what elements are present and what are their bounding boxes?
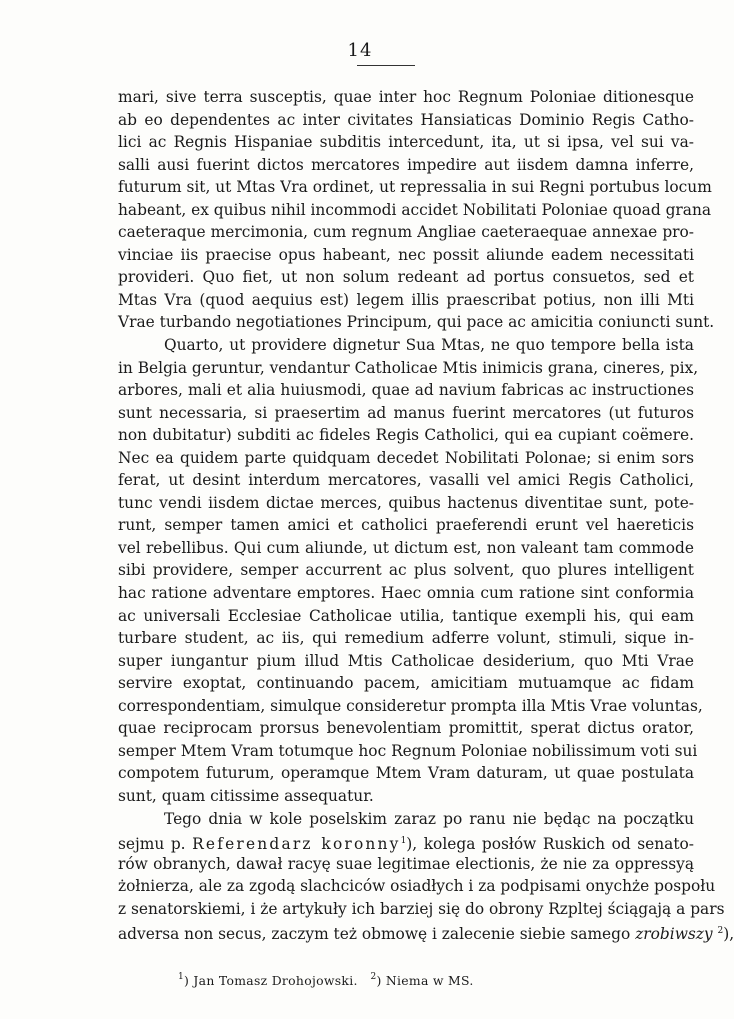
footnote-marker: 1 (178, 972, 185, 982)
text-line (118, 830, 694, 853)
text-line: sunt, quam citissime assequatur. (118, 786, 374, 805)
text-line: habeant, ex quibus nihil incommodi accidet Nobilitati Poloniae quoad grana (118, 200, 712, 219)
text-line: mari, sive terra susceptis, quae inter hoc Regnum Poloniae ditionesque (118, 88, 694, 106)
paragraph (118, 334, 703, 807)
text-span: ), kolega posłów Ruskich od senato- (406, 835, 694, 854)
text-line: sibi providere, semper accurrent ac plus solvent, quo plures intelligent (118, 561, 694, 580)
text-line: futurum sit, ut Mtas Vra ordinet, ut repressalia in sui Regni portubus locum (118, 178, 712, 197)
text-line: vel rebellibus. Qui cum aliunde, ut dictum est, non valeant tam commode (118, 538, 694, 557)
footnote-marker: 2 (717, 926, 724, 937)
text-line: turbare student, ac iis, qui remedium adferre volunt, stimuli, sique in- (118, 629, 694, 648)
text-line: ferat, ut desint interdum mercatores, vasalli vel amici Regis Catholici, (118, 471, 694, 490)
text-line: compotem futurum, operamque Mtem Vram daturam, ut quae postulata (118, 764, 694, 783)
text-line: ab eo dependentes ac inter civitates Hansiaticas Dominio Regis Catho- (118, 110, 694, 129)
text-line: sunt necessaria, si praesertim ad manus fuerint mercatores (ut futuros (118, 403, 694, 422)
text-line: żołnierza, ale za zgodą slachciców osiadłych i za podpisami onychże pospołu (118, 877, 716, 896)
text-span: adversa non secus, zaczym też obmowę i zalecenie siebie samego (118, 925, 631, 944)
footnote-2: ) Niema w MS. (376, 973, 474, 988)
text-line: vinciae iis praecise opus habeant, nec possit aliunde eadem necessitati (118, 245, 694, 264)
text-line: Vrae turbando negotiationes Principum, qui pace ac amicitia coniuncti sunt. (118, 313, 715, 332)
text-line: servire exoptat, continuando pacem, amicitiam mutuamque ac fidam (118, 674, 694, 693)
text-line: arbores, mali et alia huiusmodi, quae ad navium fabricas ac instructiones (118, 381, 694, 400)
text-line: tunc vendi iisdem dictae merces, quibus hactenus diventitae sunt, pote- (118, 493, 694, 512)
italic-word: zrobiwszy (635, 925, 713, 944)
footnotes (178, 972, 474, 988)
text-line: quae reciprocam prorsus benevolentiam promittit, sperat dictus orator, (118, 719, 694, 738)
text-line: runt, semper tamen amici et catholici praeferendi erunt vel haereticis (118, 516, 694, 535)
text-line: z senatorskiemi, i że artykuły ich barziej się do obrony Rzpltej ściągają a pars (118, 899, 725, 918)
text-line: ac universali Ecclesiae Catholicae utilia, tantique exempli his, qui eam (118, 606, 694, 625)
text-span: sejmu p. (118, 835, 186, 854)
polish-paragraph (118, 808, 734, 944)
text-line: hac ratione adventare emptores. Haec omnia cum ratione sint conformia (118, 584, 694, 603)
text-span: ), (723, 925, 734, 944)
text-line: correspondentiam, simulque consideretur prompta illa Mtis Vrae voluntas, (118, 696, 703, 715)
footnote-marker: 1 (400, 836, 407, 847)
text-line: salli ausi fuerint dictos mercatores impedire aut iisdem damna inferre, (118, 155, 694, 174)
referendarz-name: Referendarz koronny (192, 835, 401, 854)
text-line: lici ac Regnis Hispaniae subditis intercedunt, ita, ut si ipsa, vel sui va- (118, 133, 694, 152)
footnote-1: ) Jan Tomasz Drohojowski. (184, 973, 358, 988)
paragraph (118, 86, 715, 334)
text-line: in Belgia geruntur, vendantur Catholicae Mtis inimicis grana, cineres, pix, (118, 358, 699, 377)
text-line: super iungantur pium illud Mtis Catholicae desiderium, quo Mti Vrae (118, 651, 694, 670)
text-line: rów obranych, dawał racyę suae legitimae electionis, że nie za oppressyą (118, 854, 694, 873)
text-line: Tego dnia w kole poselskim zaraz po ranu nie będąc na początku (164, 809, 694, 828)
text-line (118, 920, 734, 944)
text-line: Quarto, ut providere dignetur Sua Mtas, ne quo tempore bella ista (164, 336, 694, 355)
latin-paragraphs (118, 86, 715, 808)
text-line: Nec ea quidem parte quidquam decedet Nobilitati Polonae; si enim sors (118, 448, 694, 467)
footnote-marker: 2 (370, 972, 377, 982)
body-text (118, 86, 734, 944)
text-line: Mtas Vra (quod aequius est) legem illis praescribat potius, non illi Mti (118, 290, 694, 309)
header-rule (357, 65, 415, 66)
text-line: caeteraque mercimonia, cum regnum Angliae caeteraequae annexae pro- (118, 223, 694, 242)
text-line: semper Mtem Vram totumque hoc Regnum Poloniae nobilissimum voti sui (118, 741, 698, 760)
page-number: 14 (347, 40, 373, 61)
text-line: provideri. Quo fiet, ut non solum redeant ad portus consuetos, sed et (118, 268, 694, 287)
text-line: non dubitatur) subditi ac fideles Regis Catholici, qui ea cupiant coëmere. (118, 426, 694, 445)
